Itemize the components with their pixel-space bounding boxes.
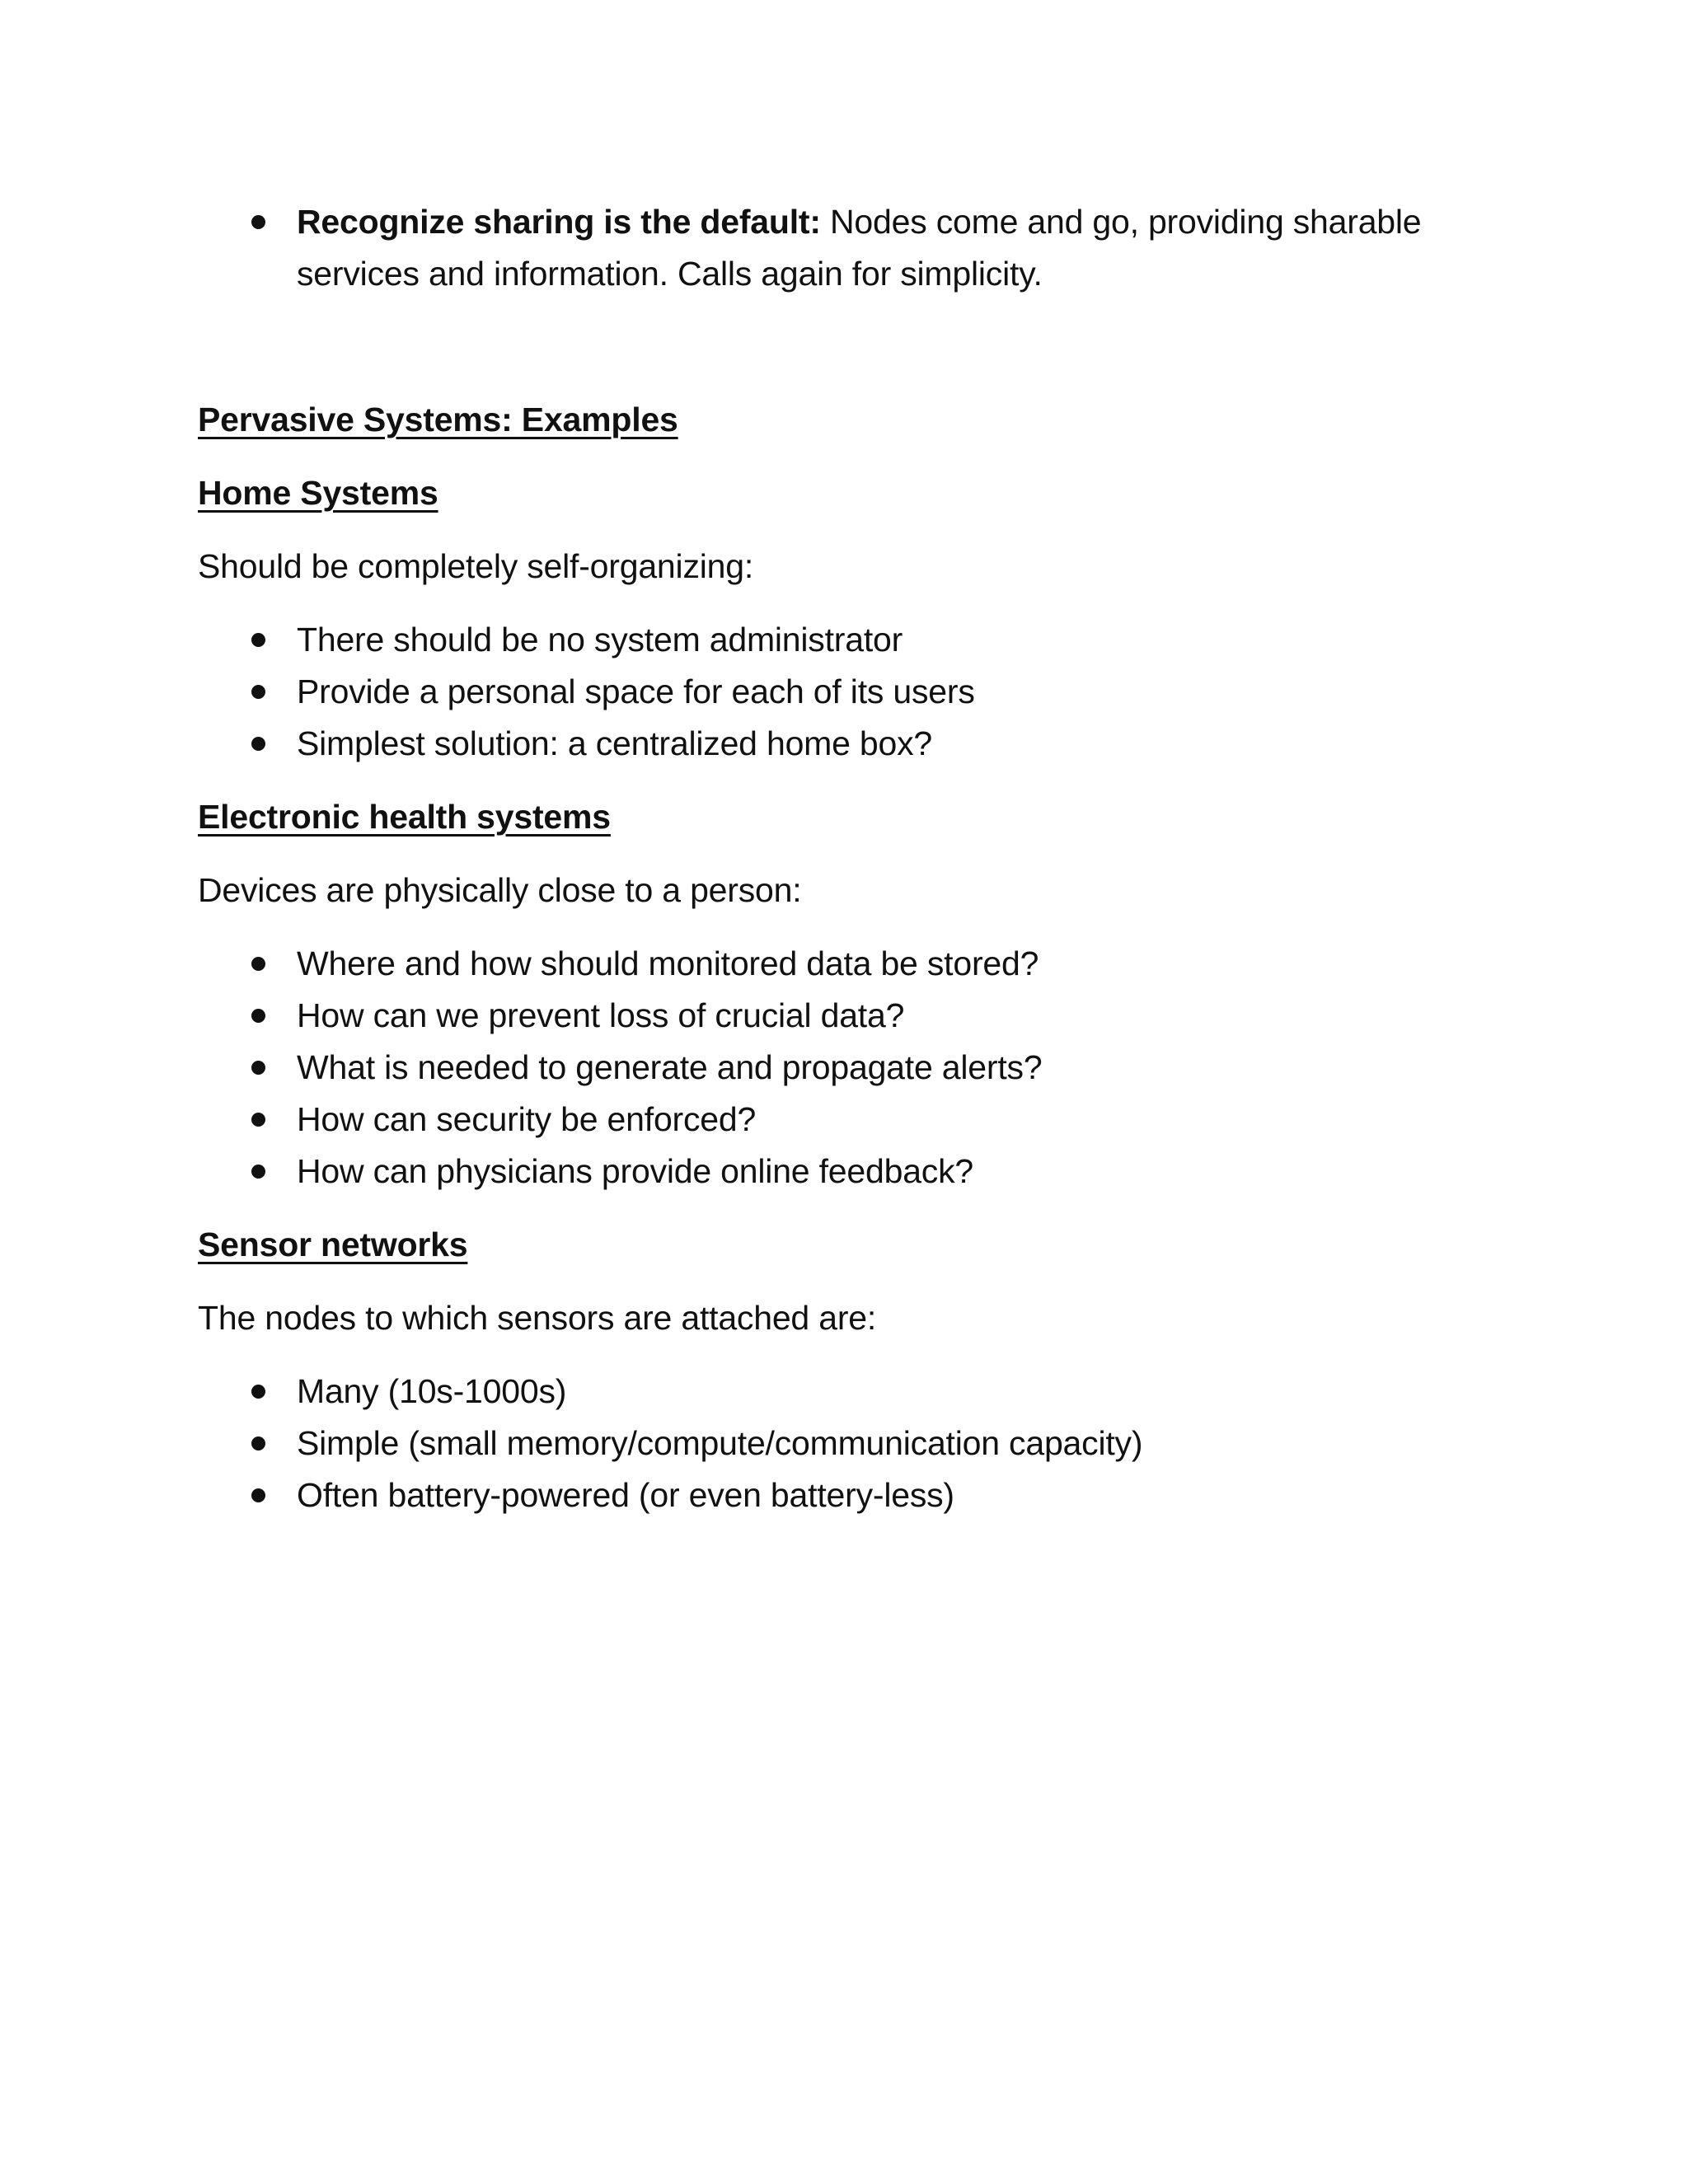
sensor-networks-title: Sensor networks: [198, 1226, 468, 1263]
opening-bullet-body-text: Nodes come and go, providing sharable services and information. Calls again for simplicity.: [297, 203, 1422, 293]
electronic-health-systems-title: Electronic health systems: [198, 798, 611, 836]
sensor-networks-section: [198, 1219, 1484, 1521]
home-systems-section: [198, 467, 1484, 770]
list-item: There should be no system administrator: [198, 614, 1484, 666]
list-item: Often battery-powered (or even battery-less): [198, 1469, 1484, 1521]
list-item: Simplest solution: a centralized home box?: [198, 718, 1484, 770]
home-systems-intro: Should be completely self-organizing:: [198, 547, 754, 585]
list-item: Provide a personal space for each of its users: [198, 666, 1484, 718]
list-item: Simple (small memory/compute/communication capacity): [198, 1418, 1484, 1469]
electronic-health-systems-section: [198, 791, 1484, 1197]
electronic-health-systems-intro: Devices are physically close to a person:: [198, 871, 802, 909]
opening-bullet-item: [198, 196, 1484, 300]
home-systems-list: [198, 614, 1484, 770]
document-content: [198, 196, 1484, 1543]
electronic-health-systems-list: [198, 938, 1484, 1197]
list-item: How can physicians provide online feedback?: [198, 1146, 1484, 1197]
opening-bullet-strong-text: Recognize sharing is the default:: [297, 203, 821, 241]
sensor-networks-intro: The nodes to which sensors are attached are:: [198, 1299, 877, 1337]
document-title: Pervasive Systems: Examples: [198, 401, 678, 438]
list-item: How can security be enforced?: [198, 1094, 1484, 1146]
list-item: Where and how should monitored data be stored?: [198, 938, 1484, 990]
sensor-networks-list: [198, 1366, 1484, 1521]
list-item: What is needed to generate and propagate alerts?: [198, 1042, 1484, 1094]
list-item: How can we prevent loss of crucial data?: [198, 990, 1484, 1042]
opening-bullet-list: [198, 196, 1484, 300]
list-item: Many (10s-1000s): [198, 1366, 1484, 1418]
home-systems-title: Home Systems: [198, 474, 438, 512]
